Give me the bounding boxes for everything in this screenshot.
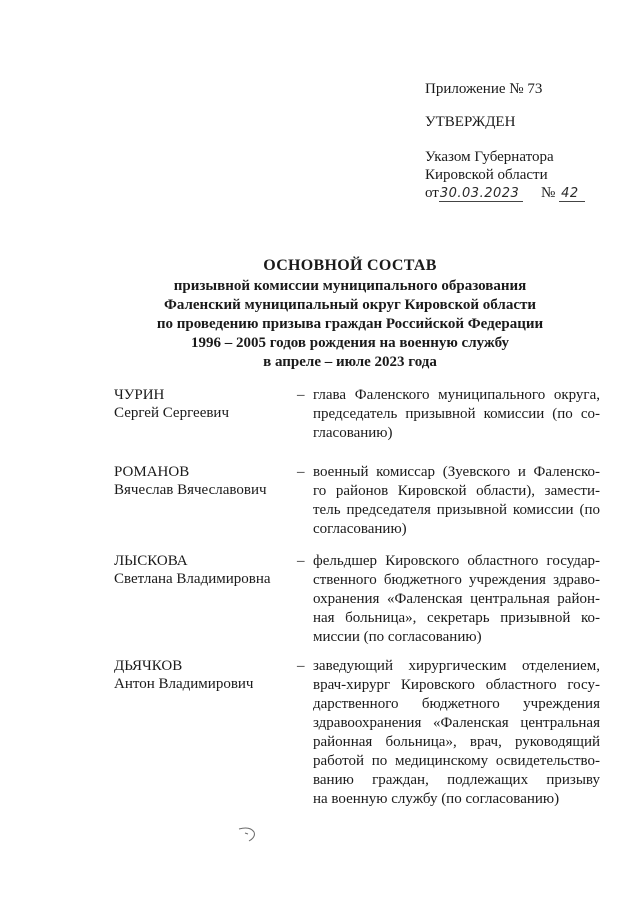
decree-date-line bbox=[425, 184, 585, 203]
title-line-3: по проведению призыва граждан Российской Федерации bbox=[156, 316, 544, 332]
title-line-1: призывной комиссии муниципального образования bbox=[173, 278, 527, 294]
title-line-4: 1996 – 2005 годов рождения на военную службу bbox=[190, 335, 510, 351]
role-line: на военную службу (по согласованию) bbox=[313, 791, 560, 807]
member-3-dash: – bbox=[297, 553, 305, 569]
role-line: врач-хирург Кировского областного госу- bbox=[313, 677, 600, 693]
member-3-role bbox=[313, 552, 600, 647]
member-1-role bbox=[313, 386, 600, 443]
document-title bbox=[100, 256, 600, 372]
member-1-dash: – bbox=[297, 387, 305, 403]
member-1-surname: ЧУРИН bbox=[114, 387, 165, 403]
role-line: тель председателя призывной комиссии (по bbox=[313, 502, 600, 518]
member-4-role bbox=[313, 657, 600, 809]
role-line: ванию граждан, подлежащих призыву bbox=[313, 772, 600, 788]
role-line: го районов Кировской области), замести- bbox=[313, 483, 600, 499]
pen-mark bbox=[236, 824, 266, 848]
approved-label: УТВЕРЖДЕН bbox=[425, 114, 516, 130]
role-line: здравоохранения «Фаленская центральная bbox=[313, 715, 600, 731]
role-line: фельдшер Кировского областного государ- bbox=[313, 553, 600, 569]
member-4-given-name: Антон Владимирович bbox=[114, 676, 254, 692]
role-line: миссии (по согласованию) bbox=[313, 629, 482, 645]
role-line: председатель призывной комиссии (по со- bbox=[313, 406, 600, 422]
role-line: ная больница», секретарь призывной ко- bbox=[313, 610, 600, 626]
role-line: работой по медицинскому освидетельство- bbox=[313, 753, 600, 769]
member-3-given-name: Светлана Владимировна bbox=[114, 571, 271, 587]
role-line: военный комиссар (Зуевского и Фаленско- bbox=[313, 464, 600, 480]
handwritten-date: 30.03.2023 bbox=[439, 186, 523, 202]
date-prefix: от bbox=[425, 185, 439, 201]
title-main: ОСНОВНОЙ СОСТАВ bbox=[263, 257, 437, 274]
role-line: ственного бюджетного учреждения здраво- bbox=[313, 572, 600, 588]
member-4-surname: ДЬЯЧКОВ bbox=[114, 658, 183, 674]
handwritten-number: 42 bbox=[559, 186, 585, 202]
role-line: заведующий хирургическим отделением, bbox=[313, 658, 600, 674]
number-prefix: № bbox=[541, 185, 556, 201]
decree-line-2: Кировской области bbox=[425, 167, 548, 183]
role-line: гласованию) bbox=[313, 425, 393, 441]
role-line: глава Фаленского муниципального округа, bbox=[313, 387, 600, 403]
role-line: охранения «Фаленская центральная район- bbox=[313, 591, 600, 607]
decree-line-1: Указом Губернатора bbox=[425, 149, 554, 165]
role-line: согласованию) bbox=[313, 521, 407, 537]
member-2-surname: РОМАНОВ bbox=[114, 464, 190, 480]
role-line: дарственного бюджетного учреждения bbox=[313, 696, 600, 712]
member-2-role bbox=[313, 463, 600, 539]
appendix-label: Приложение № 73 bbox=[425, 81, 543, 97]
member-1-given-name: Сергей Сергеевич bbox=[114, 405, 230, 421]
member-3-surname: ЛЫСКОВА bbox=[114, 553, 188, 569]
member-2-given-name: Вячеслав Вячеславович bbox=[114, 482, 267, 498]
role-line: районная больница», врач, руководящий bbox=[313, 734, 600, 750]
title-line-2: Фаленский муниципальный округ Кировской области bbox=[163, 297, 537, 313]
member-4-dash: – bbox=[297, 658, 305, 674]
member-2-dash: – bbox=[297, 464, 305, 480]
title-line-5: в апреле – июле 2023 года bbox=[263, 354, 437, 370]
